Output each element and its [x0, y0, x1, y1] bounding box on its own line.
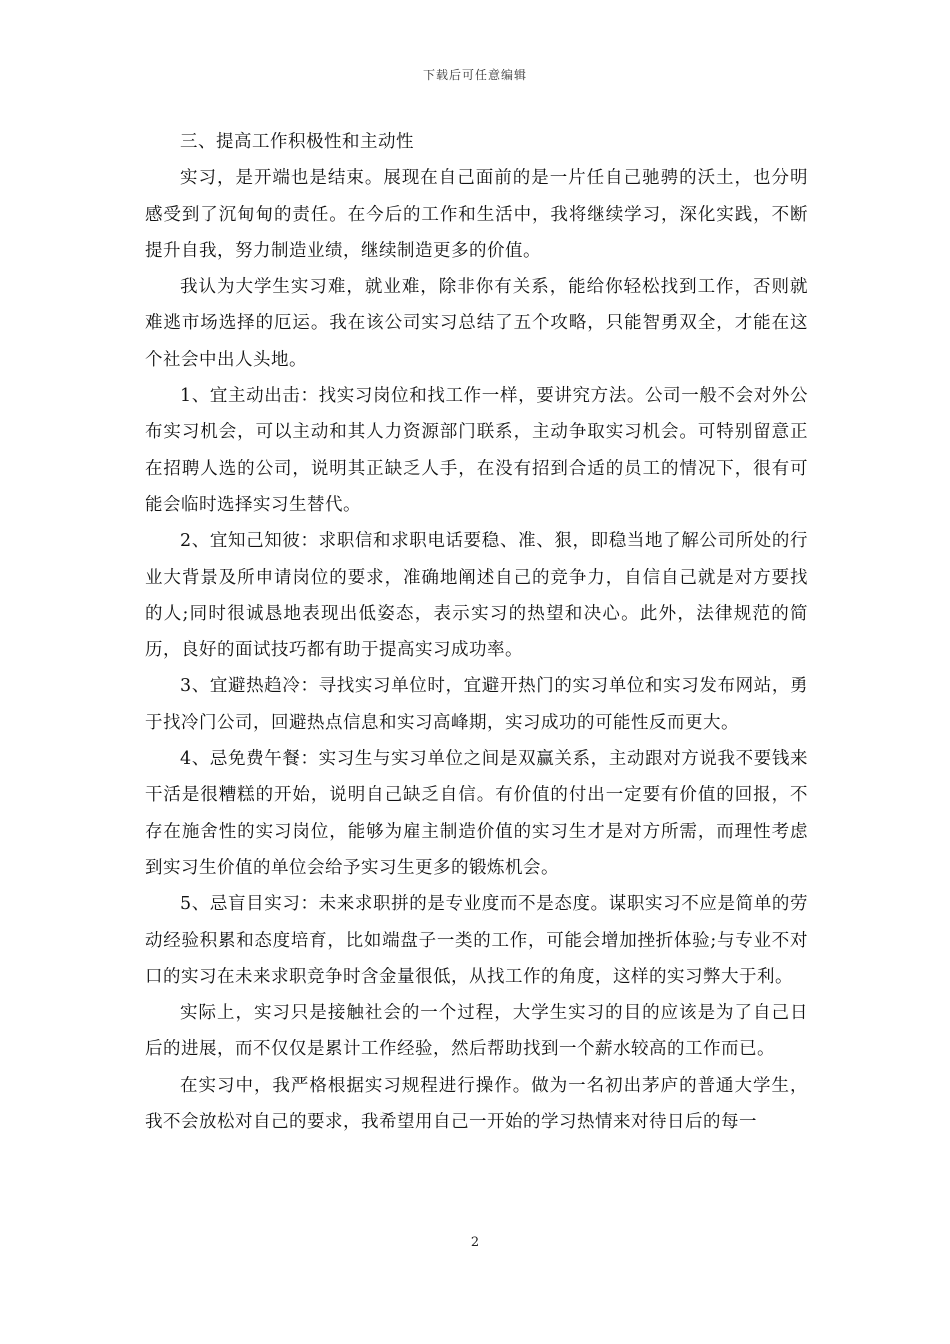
paragraph-9: 在实习中，我严格根据实习规程进行操作。做为一名初出茅庐的普通大学生，我不会放松对自己的要求，我希望用自己一开始的学习热情来对待日后的每一: [145, 1075, 808, 1133]
document-body: [145, 124, 808, 1140]
page-header: 下载后可任意编辑: [422, 68, 527, 82]
paragraph-4: 2、宜知己知彼：求职信和求职电话要稳、准、狠，即稳当地了解公司所处的行业大背景及所申请岗位的要求，准确地阐述自己的竞争力，自信自己就是对方要找的人;同时很诚恳地表现出低姿态，表示实习的热望和决心。此外，法律规范的简历，良好的面试技巧都有助于提高实习成功率。: [145, 531, 808, 661]
section-heading: 三、提高工作积极性和主动性: [180, 132, 414, 152]
paragraph-1: 实习，是开端也是结束。展现在自己面前的是一片任自己驰骋的沃土，也分明感受到了沉甸甸的责任。在今后的工作和生活中，我将继续学习，深化实践，不断提升自我，努力制造业绩，继续制造更多的价值。: [145, 168, 808, 261]
paragraph-5: 3、宜避热趋冷：寻找实习单位时，宜避开热门的实习单位和实习发布网站，勇于找冷门公司，回避热点信息和实习高峰期，实习成功的可能性反而更大。: [145, 676, 808, 733]
paragraph-3: 1、宜主动出击：找实习岗位和找工作一样，要讲究方法。公司一般不会对外公布实习机会，可以主动和其人力资源部门联系，主动争取实习机会。可特别留意正在招聘人选的公司，说明其正缺乏人手，在没有招到合适的员工的情况下，很有可能会临时选择实习生替代。: [145, 386, 808, 515]
paragraph-6: 4、忌免费午餐：实习生与实习单位之间是双赢关系，主动跟对方说我不要钱来干活是很糟糕的开始，说明自己缺乏自信。有价值的付出一定要有价值的回报，不存在施舍性的实习岗位，能够为雇主制造价值的实习生才是对方所需，而理性考虑到实习生价值的单位会给予实习生更多的锻炼机会。: [145, 749, 808, 878]
page-number: 2: [470, 1235, 480, 1250]
paragraph-8: 实际上，实习只是接触社会的一个过程，大学生实习的目的应该是为了自己日后的进展，而不仅仅是累计工作经验，然后帮助找到一个薪水较高的工作而已。: [145, 1003, 808, 1060]
paragraph-7: 5、忌盲目实习：未来求职拼的是专业度而不是态度。谋职实习不应是简单的劳动经验积累和态度培育，比如端盘子一类的工作，可能会增加挫折体验;与专业不对口的实习在未来求职竞争时含金量很低，从找工作的角度，这样的实习弊大于利。: [145, 894, 808, 987]
paragraph-2: 我认为大学生实习难，就业难，除非你有关系，能给你轻松找到工作，否则就难逃市场选择的厄运。我在该公司实习总结了五个攻略，只能智勇双全，才能在这个社会中出人头地。: [145, 277, 808, 370]
